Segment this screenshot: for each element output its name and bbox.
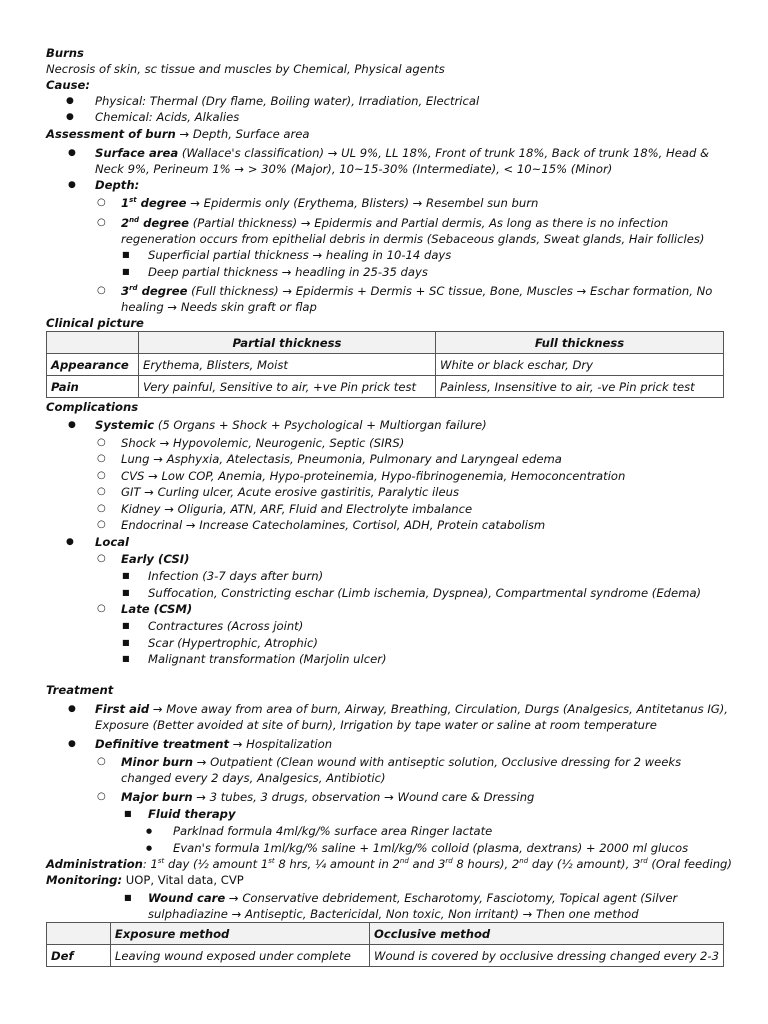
bullet-icon: ●: [68, 148, 76, 158]
third-degree-label: degree: [137, 284, 188, 298]
minor-burn-label: Minor burn: [121, 755, 194, 769]
square-bullet-icon: ■: [122, 638, 130, 647]
admin-text: 8 hours), 2: [452, 857, 520, 871]
monitoring-line: [46, 872, 244, 888]
table-cell: Very painful, Sensitive to air, +ve Pin prick test: [139, 376, 436, 398]
monitoring-label: Monitoring:: [46, 873, 123, 887]
methods-table: [46, 922, 724, 967]
third-degree-text: (Full thickness) → Epidermis + Dermis + SC tissue, Bone, Muscles → Eschar formation, No: [187, 284, 713, 298]
table-header-row: [47, 332, 724, 354]
surface-area-text: (Wallace's classification) → UL 9%, LL 18%, Front of trunk 18%, Back of trunk 18%, Head &: [178, 146, 710, 160]
bullet-icon: ●: [66, 96, 74, 106]
third-degree-num: 3: [121, 284, 130, 298]
circle-bullet-icon: ○: [97, 470, 106, 481]
administration-line: [46, 856, 732, 872]
early-item: Infection (3-7 days after burn): [148, 569, 324, 583]
wound-care-line: [148, 890, 677, 906]
circle-bullet-icon: ○: [97, 197, 106, 208]
systemic-text: (5 Organs + Shock + Psychological + Multiorgan failure): [154, 418, 487, 432]
table-cell: Leaving wound exposed under complete: [110, 945, 369, 967]
third-degree-sup: rd: [129, 284, 138, 293]
square-bullet-icon: ■: [124, 893, 132, 902]
fluid-therapy-label: Fluid therapy: [148, 807, 236, 821]
bullet-icon: ●: [68, 739, 76, 749]
systemic-label: Systemic: [95, 418, 155, 432]
late-item: Scar (Hypertrophic, Atrophic): [148, 636, 318, 650]
late-item: Contractures (Across joint): [148, 619, 304, 633]
clinical-table: [46, 331, 724, 398]
fluid-item: Parklnad formula 4ml/kg/% surface area Ringer lactate: [173, 824, 493, 838]
systemic-item: Lung → Asphyxia, Atelectasis, Pneumonia, Pulmonary and Laryngeal edema: [121, 452, 562, 466]
table-cell: Erythema, Blisters, Moist: [139, 354, 436, 376]
table-header-cell: Exposure method: [110, 923, 369, 945]
bullet-icon: ●: [146, 827, 153, 835]
bullet-icon: ●: [146, 844, 153, 852]
first-aid-label: First aid: [95, 702, 150, 716]
definitive-label: Definitive treatment: [95, 737, 230, 751]
square-bullet-icon: ■: [122, 267, 130, 276]
systemic-item: Endocrinal → Increase Catecholamines, Cortisol, ADH, Protein catabolism: [121, 518, 546, 532]
treatment-heading: Treatment: [46, 683, 114, 697]
table-cell: Wound is covered by occlusive dressing changed every 2-3: [370, 945, 724, 967]
bullet-icon: ●: [68, 180, 76, 190]
admin-text: (Oral feeding): [647, 857, 732, 871]
third-degree-text-2: healing → Needs skin graft or flap: [121, 300, 317, 314]
second-degree-text: (Partial thickness) → Epidermis and Partial dermis, As long as there is no infection: [189, 216, 669, 230]
circle-bullet-icon: ○: [97, 217, 106, 228]
second-degree-num: 2: [121, 216, 130, 230]
late-item: Malignant transformation (Marjolin ulcer): [148, 652, 387, 666]
table-row: [47, 354, 724, 376]
table-header-cell: Full thickness: [436, 332, 724, 354]
admin-text: 8 hrs, ¼ amount in 2: [274, 857, 400, 871]
major-burn-text: → 3 tubes, 3 drugs, observation → Wound care & Dressing: [192, 790, 535, 804]
first-aid-text-2: Exposure (Better avoided at site of burn), Irrigation by tape water or saline at room temperature: [95, 718, 657, 732]
local-label: Local: [95, 535, 130, 549]
second-degree-line: [121, 215, 668, 231]
second-degree-label: degree: [139, 216, 190, 230]
systemic-item: Shock → Hypovolemic, Neurogenic, Septic (SIRS): [121, 436, 405, 450]
table-header-cell: Occlusive method: [370, 923, 724, 945]
surface-area-line: [95, 145, 709, 161]
table-row: [47, 945, 724, 967]
minor-burn-line: [121, 754, 681, 770]
systemic-item: CVS → Low COP, Anemia, Hypo-proteinemia, Hypo-fibrinogenemia, Hemoconcentration: [121, 469, 626, 483]
bullet-icon: ●: [68, 704, 76, 714]
cause-heading: Cause:: [46, 78, 90, 92]
circle-bullet-icon: ○: [97, 603, 106, 614]
second-degree-sub: Deep partial thickness → headling in 25-35 days: [148, 265, 428, 279]
surface-area-label: Surface area: [95, 146, 179, 160]
table-row-header: Appearance: [47, 354, 139, 376]
clinical-heading: Clinical picture: [46, 316, 144, 330]
early-label: Early (CSI): [121, 552, 190, 566]
minor-burn-text-2: changed every 2 days, Analgesics, Antibiotic): [121, 771, 386, 785]
admin-sup: st: [268, 857, 275, 866]
admin-text: and 3: [408, 857, 446, 871]
table-header-cell: [47, 332, 139, 354]
admin-sup: rd: [640, 857, 648, 866]
circle-bullet-icon: ○: [97, 791, 106, 802]
first-aid-line: [95, 701, 728, 717]
first-degree-sup: st: [129, 196, 137, 205]
admin-sup: rd: [445, 857, 453, 866]
admin-text: day (½ amount), 3: [528, 857, 641, 871]
circle-bullet-icon: ○: [97, 437, 106, 448]
depth-label: Depth:: [95, 178, 140, 192]
cause-item: Chemical: Acids, Alkalies: [95, 110, 240, 124]
systemic-item: Kidney → Oliguria, ATN, ARF, Fluid and Electrolyte imbalance: [121, 502, 473, 516]
assessment-heading: Assessment of burn: [46, 127, 176, 141]
admin-text: day (½ amount 1: [164, 857, 269, 871]
major-burn-label: Major burn: [121, 790, 193, 804]
table-header-cell: Partial thickness: [139, 332, 436, 354]
circle-bullet-icon: ○: [97, 285, 106, 296]
administration-label: Administration: [46, 857, 143, 871]
late-label: Late (CSM): [121, 602, 193, 616]
circle-bullet-icon: ○: [97, 486, 106, 497]
circle-bullet-icon: ○: [97, 756, 106, 767]
assessment-text: → Depth, Surface area: [175, 127, 310, 141]
minor-burn-text: → Outpatient (Clean wound with antiseptic solution, Occlusive dressing for 2 weeks: [193, 755, 682, 769]
systemic-item: GIT → Curling ulcer, Acute erosive gastiritis, Paralytic ileus: [121, 485, 459, 499]
square-bullet-icon: ■: [122, 588, 130, 597]
cause-item: Physical: Thermal (Dry flame, Boiling water), Irradiation, Electrical: [95, 94, 480, 108]
second-degree-sub: Superficial partial thickness → healing in 10-14 days: [148, 248, 452, 262]
wound-care-text-2: sulphadiazine → Antiseptic, Bactericidal, Non toxic, Non irritant) → Then one method: [148, 907, 639, 921]
admin-text: : 1: [142, 857, 158, 871]
square-bullet-icon: ■: [122, 571, 130, 580]
early-item: Suffocation, Constricting eschar (Limb ischemia, Dyspnea), Compartmental syndrome (Edema): [148, 586, 702, 600]
first-degree-num: 1: [121, 196, 130, 210]
circle-bullet-icon: ○: [97, 453, 106, 464]
circle-bullet-icon: ○: [97, 503, 106, 514]
square-bullet-icon: ■: [122, 250, 130, 259]
major-burn-line: [121, 789, 534, 805]
third-degree-line: [121, 283, 712, 299]
square-bullet-icon: ■: [124, 809, 132, 818]
first-degree-text: → Epidermis only (Erythema, Blisters) → Resembel sun burn: [186, 196, 539, 210]
monitoring-text: UOP, Vital data, CVP: [122, 873, 244, 887]
table-row-header: Pain: [47, 376, 139, 398]
systemic-line: [95, 417, 487, 433]
bullet-icon: ●: [68, 420, 76, 430]
first-degree-line: [121, 195, 538, 211]
fluid-item: Evan's formula 1ml/kg/% saline + 1ml/kg/% colloid (plasma, dextrans) + 2000 ml glucos: [173, 841, 689, 855]
page-title: Burns: [46, 46, 84, 60]
admin-sup: nd: [399, 857, 409, 866]
second-degree-sup: nd: [129, 216, 140, 225]
bullet-icon: ●: [66, 537, 74, 547]
surface-area-text-2: Neck 9%, Perineum 1% → > 30% (Major), 10~15-30% (Intermediate), < 10~15% (Minor): [95, 162, 613, 176]
definitive-line: [95, 736, 332, 752]
definition: Necrosis of skin, sc tissue and muscles by Chemical, Physical agents: [46, 62, 445, 76]
square-bullet-icon: ■: [122, 654, 130, 663]
complications-heading: Complications: [46, 400, 139, 414]
table-row: [47, 376, 724, 398]
assessment-line: [46, 126, 310, 142]
circle-bullet-icon: ○: [97, 519, 106, 530]
square-bullet-icon: ■: [122, 621, 130, 630]
bullet-icon: ●: [66, 112, 74, 122]
definitive-text: → Hospitalization: [229, 737, 333, 751]
table-cell: White or black eschar, Dry: [436, 354, 724, 376]
first-degree-label: degree: [136, 196, 187, 210]
admin-sup: st: [157, 857, 165, 866]
table-header-row: [47, 923, 724, 945]
wound-care-text: → Conservative debridement, Escharotomy, Fasciotomy, Topical agent (Silver: [225, 891, 678, 905]
circle-bullet-icon: ○: [97, 553, 106, 564]
table-row-header: Def: [47, 945, 111, 967]
table-cell: Painless, Insensitive to air, -ve Pin prick test: [436, 376, 724, 398]
table-header-cell: [47, 923, 111, 945]
first-aid-text: → Move away from area of burn, Airway, Breathing, Circulation, Durgs (Analgesics, Antitetanus IG),: [149, 702, 728, 716]
wound-care-label: Wound care: [148, 891, 226, 905]
second-degree-text-2: regeneration occurs from epithelial debris in dermis (Sebaceous glands, Sweat glands, Hair follicles): [121, 232, 705, 246]
admin-sup: nd: [519, 857, 529, 866]
